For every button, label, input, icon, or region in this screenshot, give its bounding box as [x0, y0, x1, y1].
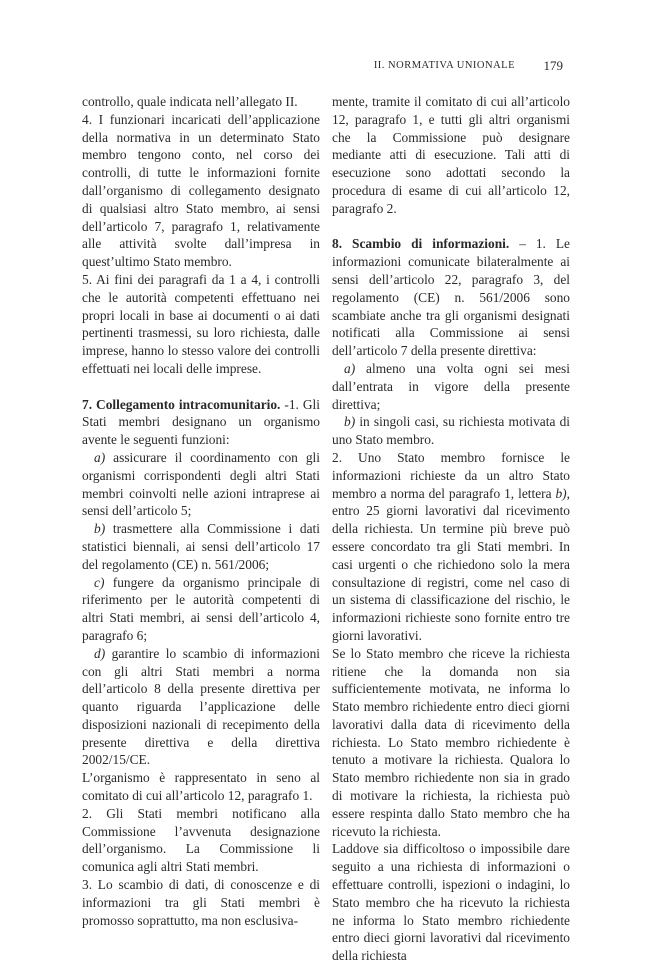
article-heading: 7. Collegamento intracomunitario. [82, 396, 281, 412]
article-8 [332, 235, 570, 360]
list-item: a) assicurare il coordinamento con gli organismi corrispondenti degli altri Stati membri coinvolti nelle azioni intraprese ai sensi dell’articolo 5; [82, 449, 320, 519]
paragraph: -1. Gli Stati membri designano un organismo avente le seguenti funzioni: [82, 396, 320, 448]
item-label: a) [344, 360, 356, 376]
left-column [82, 93, 320, 929]
paragraph: 4. I funzionari incaricati dell’applicazione della normativa in un determinato Stato membro tengono conto, nel corso dei controlli, di tutte le informazioni fornite dall’organismo di collegamento designato di qualsiasi altro Stato membro, ai sensi dell’articolo 7, paragrafo 1, relativamente alle attività svolte dall’impresa in quest’ultimo Stato membro. [82, 111, 320, 270]
article-heading: 8. Scambio di informazioni. [332, 236, 510, 252]
paragraph: – 1. Le informazioni comunicate bilateralmente ai sensi dell’articolo 22, paragrafo 3, del regolamento (CE) n. 561/2006 sono scambiate anche tra gli organismi designati notificati alla Commissione ai sensi dell’articolo 7 della presente direttiva: [332, 236, 570, 359]
item-label: b) [344, 414, 356, 430]
paragraph: 2. Uno Stato membro fornisce le informazioni richieste da un altro Stato membro a norma del paragrafo 1, lettera b), entro 25 giorni lavorativi dal ricevimento della richiesta. Un termine più breve può essere concordato tra gli Stati membri. In casi urgenti o che richiedono solo la mera consultazione di registri, come nel caso di un sistema di classificazione del rischio, le informazioni richieste sono fornite entro tre giorni lavorativi. [332, 449, 570, 643]
list-item: d) garantire lo scambio di informazioni con gli altri Stati membri a norma dell’articolo 8 della presente direttiva per quanto riguarda l’applicazione delle disposizioni nazionali di recepimento della presente direttiva e della direttiva 2002/15/CE. [82, 645, 320, 768]
paragraph: 5. Ai fini dei paragrafi da 1 a 4, i controlli che le autorità competenti effettuano nei propri locali in base ai documenti o ai dati pertinenti trasmessi, su loro richiesta, dalle imprese, hanno lo stesso valore dei controlli effettuati nei locali delle imprese. [82, 271, 320, 376]
running-header [0, 58, 563, 74]
list-item: b) in singoli casi, su richiesta motivata di uno Stato membro. [332, 414, 570, 448]
paragraph: Laddove sia difficoltoso o impossibile dare seguito a una richiesta di informazioni o effettuare controlli, ispezioni o indagini, lo Stato membro che ha ricevuto la richiesta ne informa lo Stato membro richiedente entro dieci giorni lavorativi dal ricevimento della richiesta [332, 841, 570, 964]
right-column [332, 93, 570, 965]
item-label: a) [94, 449, 106, 465]
paragraph: mente, tramite il comitato di cui all’articolo 12, paragrafo 1, e tutti gli altri organismi che la Commissione può designare mediante atti di esecuzione. Tali atti di esecuzione sono adottati secondo la procedura di esame di cui all’articolo 12, paragrafo 2. [332, 94, 570, 216]
item-label: d) [94, 645, 106, 661]
item-label: c) [94, 574, 105, 590]
article-7 [82, 396, 320, 449]
list-item: a) almeno una volta ogni sei mesi dall’entrata in vigore della presente direttiva; [332, 360, 570, 412]
page-number: 179 [543, 58, 563, 73]
item-label: b) [94, 521, 106, 537]
paragraph: 3. Lo scambio di dati, di conoscenze e di informazioni tra gli Stati membri è promosso soprattutto, ma non esclusiva- [82, 877, 320, 928]
paragraph: Se lo Stato membro che riceve la richiesta ritiene che la domanda non sia sufficientemente motivata, ne informa lo Stato membro richiedente entro dieci giorni lavorativi dalla data di ricevimento della richiesta. Lo Stato membro richiedente è tenuto a motivare la richiesta. Qualora lo Stato membro richiedente non sia in grado di motivare la richiesta, la richiesta può essere respinta dallo Stato membro che ha ricevuto la richiesta. [332, 645, 570, 839]
paragraph: 2. Gli Stati membri notificano alla Commissione l’avvenuta designazione dell’organismo. La Commissione li comunica agli altri Stati membri. [82, 805, 320, 875]
section-title: II. NORMATIVA UNIONALE [373, 60, 515, 71]
paragraph: controllo, quale indicata nell’allegato II. [82, 94, 298, 109]
list-item: b) trasmettere alla Commissione i dati statistici biennali, ai sensi dell’articolo 17 del regolamento (CE) n. 561/2006; [82, 521, 320, 572]
list-item: c) fungere da organismo principale di riferimento per le autorità competenti di altri Stati membri, ai sensi dell’articolo 4, paragrafo 6; [82, 574, 320, 643]
paragraph: L’organismo è rappresentato in seno al comitato di cui all’articolo 12, paragrafo 1. [82, 770, 320, 804]
